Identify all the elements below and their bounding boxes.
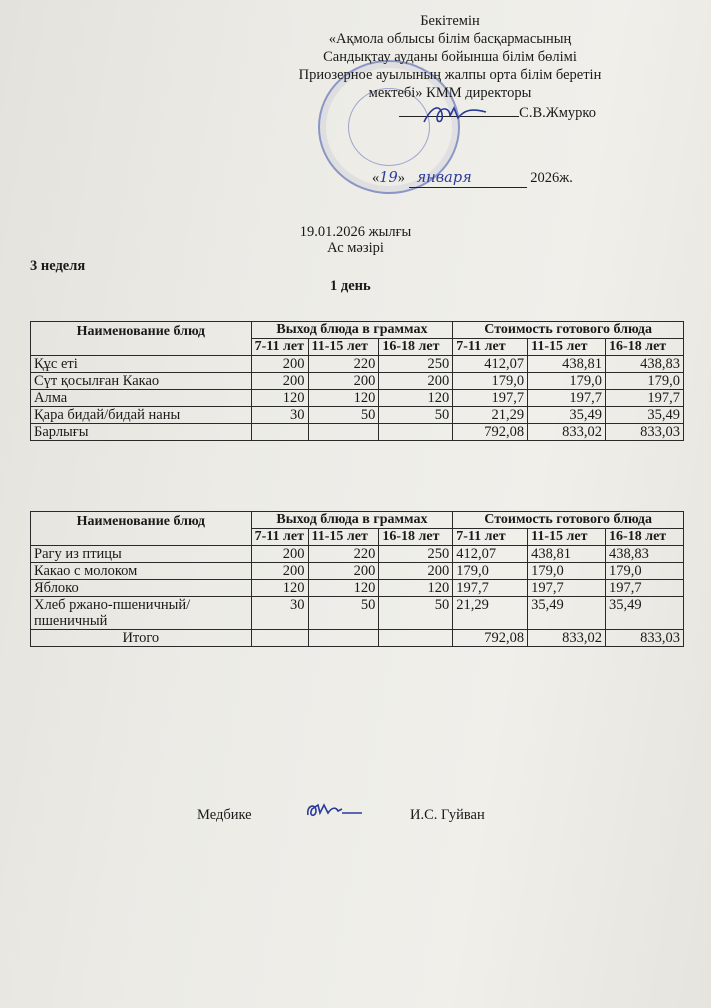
weight-cell: 120	[379, 580, 453, 597]
header-weight: Выход блюда в граммах	[251, 322, 453, 339]
table-row	[31, 546, 684, 563]
approval-line-3: Сандықтау ауданы бойынша білім бөлімі	[323, 49, 577, 65]
table-row	[31, 580, 684, 597]
date-month-text: января	[416, 170, 472, 186]
approval-line-5: мектебі» КММ директоры	[368, 85, 532, 101]
dish-name: Қара бидай/бидай наны	[31, 407, 252, 424]
approval-line-2: «Ақмола облысы білім басқармасының	[328, 31, 572, 47]
nurse-name: И.С. Гуйван	[410, 807, 485, 823]
approval-line-1: Бекітемін	[420, 13, 480, 29]
dish-name: Рагу из птицы	[31, 546, 252, 563]
header-row	[31, 512, 684, 529]
age-group: 11-15 лет	[528, 529, 606, 546]
cost-cell: 179,0	[528, 373, 606, 390]
table-row	[31, 407, 684, 424]
cost-cell: 35,49	[606, 407, 684, 424]
weight-cell: 120	[308, 580, 379, 597]
weight-cell: 200	[308, 563, 379, 580]
cost-cell: 21,29	[453, 407, 528, 424]
total-cost: 792,08	[453, 424, 528, 441]
table-row	[31, 597, 684, 630]
cost-cell: 179,0	[453, 373, 528, 390]
table-row	[31, 563, 684, 580]
cost-cell: 197,7	[606, 390, 684, 407]
total-cost: 833,02	[528, 630, 606, 647]
weight-cell: 120	[251, 580, 308, 597]
approval-line-4: Приозерное ауылының жалпы орта білім беретін	[298, 67, 602, 83]
approval-date	[372, 170, 573, 188]
date-day: 19	[379, 170, 398, 186]
weight-cell: 200	[308, 373, 379, 390]
total-row	[31, 424, 684, 441]
dish-name: Құс еті	[31, 356, 252, 373]
dish-name: Какао с молоком	[31, 563, 252, 580]
weight-cell: 120	[308, 390, 379, 407]
weight-cell: 50	[379, 597, 453, 630]
date-year: 2026ж.	[530, 170, 573, 186]
cost-cell: 197,7	[528, 390, 606, 407]
date-quote-close: »	[397, 170, 405, 186]
age-group: 16-18 лет	[379, 529, 453, 546]
menu-table-kz	[30, 321, 684, 441]
weight-cell: 250	[379, 356, 453, 373]
total-cost: 833,02	[528, 424, 606, 441]
total-cost: 833,03	[606, 630, 684, 647]
weight-cell: 50	[308, 407, 379, 424]
director-signature	[420, 100, 490, 130]
day-label: 1 день	[330, 278, 371, 294]
cost-cell: 412,07	[453, 546, 528, 563]
cost-cell: 35,49	[528, 407, 606, 424]
cost-cell: 438,81	[528, 546, 606, 563]
cost-cell: 179,0	[453, 563, 528, 580]
weight-cell: 200	[379, 563, 453, 580]
weight-cell: 30	[251, 407, 308, 424]
empty-cell	[308, 630, 379, 647]
age-group: 7-11 лет	[453, 529, 528, 546]
age-group: 7-11 лет	[251, 339, 308, 356]
header-name: Наименование блюд	[31, 322, 252, 356]
age-group: 11-15 лет	[308, 339, 379, 356]
weight-cell: 200	[251, 373, 308, 390]
header-row	[31, 322, 684, 339]
cost-cell: 179,0	[606, 563, 684, 580]
header-cost: Стоимость готового блюда	[453, 322, 684, 339]
header-weight: Выход блюда в граммах	[251, 512, 453, 529]
cost-cell: 197,7	[453, 390, 528, 407]
weight-cell: 220	[308, 356, 379, 373]
header-name: Наименование блюд	[31, 512, 252, 546]
empty-cell	[308, 424, 379, 441]
empty-cell	[251, 630, 308, 647]
weight-cell: 200	[251, 563, 308, 580]
date-month	[409, 170, 527, 188]
week-label: 3 неделя	[30, 258, 86, 274]
age-group: 7-11 лет	[453, 339, 528, 356]
age-group: 7-11 лет	[251, 529, 308, 546]
menu-date: 19.01.2026 жылғы	[299, 224, 412, 240]
weight-cell: 50	[308, 597, 379, 630]
total-cost: 792,08	[453, 630, 528, 647]
weight-cell: 50	[379, 407, 453, 424]
dish-name: Хлеб ржано-пшеничный/пшеничный	[31, 597, 252, 630]
age-group: 11-15 лет	[528, 339, 606, 356]
weight-cell: 250	[379, 546, 453, 563]
weight-cell: 120	[251, 390, 308, 407]
weight-cell: 200	[379, 373, 453, 390]
cost-cell: 412,07	[453, 356, 528, 373]
menu-table-ru	[30, 511, 684, 647]
empty-cell	[379, 630, 453, 647]
table-row	[31, 390, 684, 407]
cost-cell: 35,49	[528, 597, 606, 630]
table-row	[31, 356, 684, 373]
cost-cell: 438,81	[528, 356, 606, 373]
cost-cell: 197,7	[528, 580, 606, 597]
weight-cell: 120	[379, 390, 453, 407]
cost-cell: 438,83	[606, 356, 684, 373]
cost-cell: 179,0	[606, 373, 684, 390]
table-row	[31, 373, 684, 390]
total-label: Итого	[31, 630, 252, 647]
total-cost: 833,03	[606, 424, 684, 441]
age-group: 16-18 лет	[606, 339, 684, 356]
weight-cell: 200	[251, 546, 308, 563]
nurse-role: Медбике	[197, 807, 252, 823]
nurse-signature	[302, 797, 364, 823]
cost-cell: 35,49	[606, 597, 684, 630]
date-quote-open: «	[372, 170, 380, 186]
cost-cell: 438,83	[606, 546, 684, 563]
director-name: С.В.Жмурко	[519, 105, 596, 121]
total-row	[31, 630, 684, 647]
total-label: Барлығы	[31, 424, 252, 441]
dish-name: Сүт қосылған Какао	[31, 373, 252, 390]
menu-title: Ас мәзірі	[327, 240, 384, 256]
weight-cell: 200	[251, 356, 308, 373]
cost-cell: 197,7	[606, 580, 684, 597]
cost-cell: 197,7	[453, 580, 528, 597]
age-group: 16-18 лет	[606, 529, 684, 546]
weight-cell: 30	[251, 597, 308, 630]
empty-cell	[251, 424, 308, 441]
weight-cell: 220	[308, 546, 379, 563]
dish-name: Яблоко	[31, 580, 252, 597]
empty-cell	[379, 424, 453, 441]
age-group: 11-15 лет	[308, 529, 379, 546]
dish-name: Алма	[31, 390, 252, 407]
cost-cell: 21,29	[453, 597, 528, 630]
age-group: 16-18 лет	[379, 339, 453, 356]
cost-cell: 179,0	[528, 563, 606, 580]
header-cost: Стоимость готового блюда	[453, 512, 684, 529]
